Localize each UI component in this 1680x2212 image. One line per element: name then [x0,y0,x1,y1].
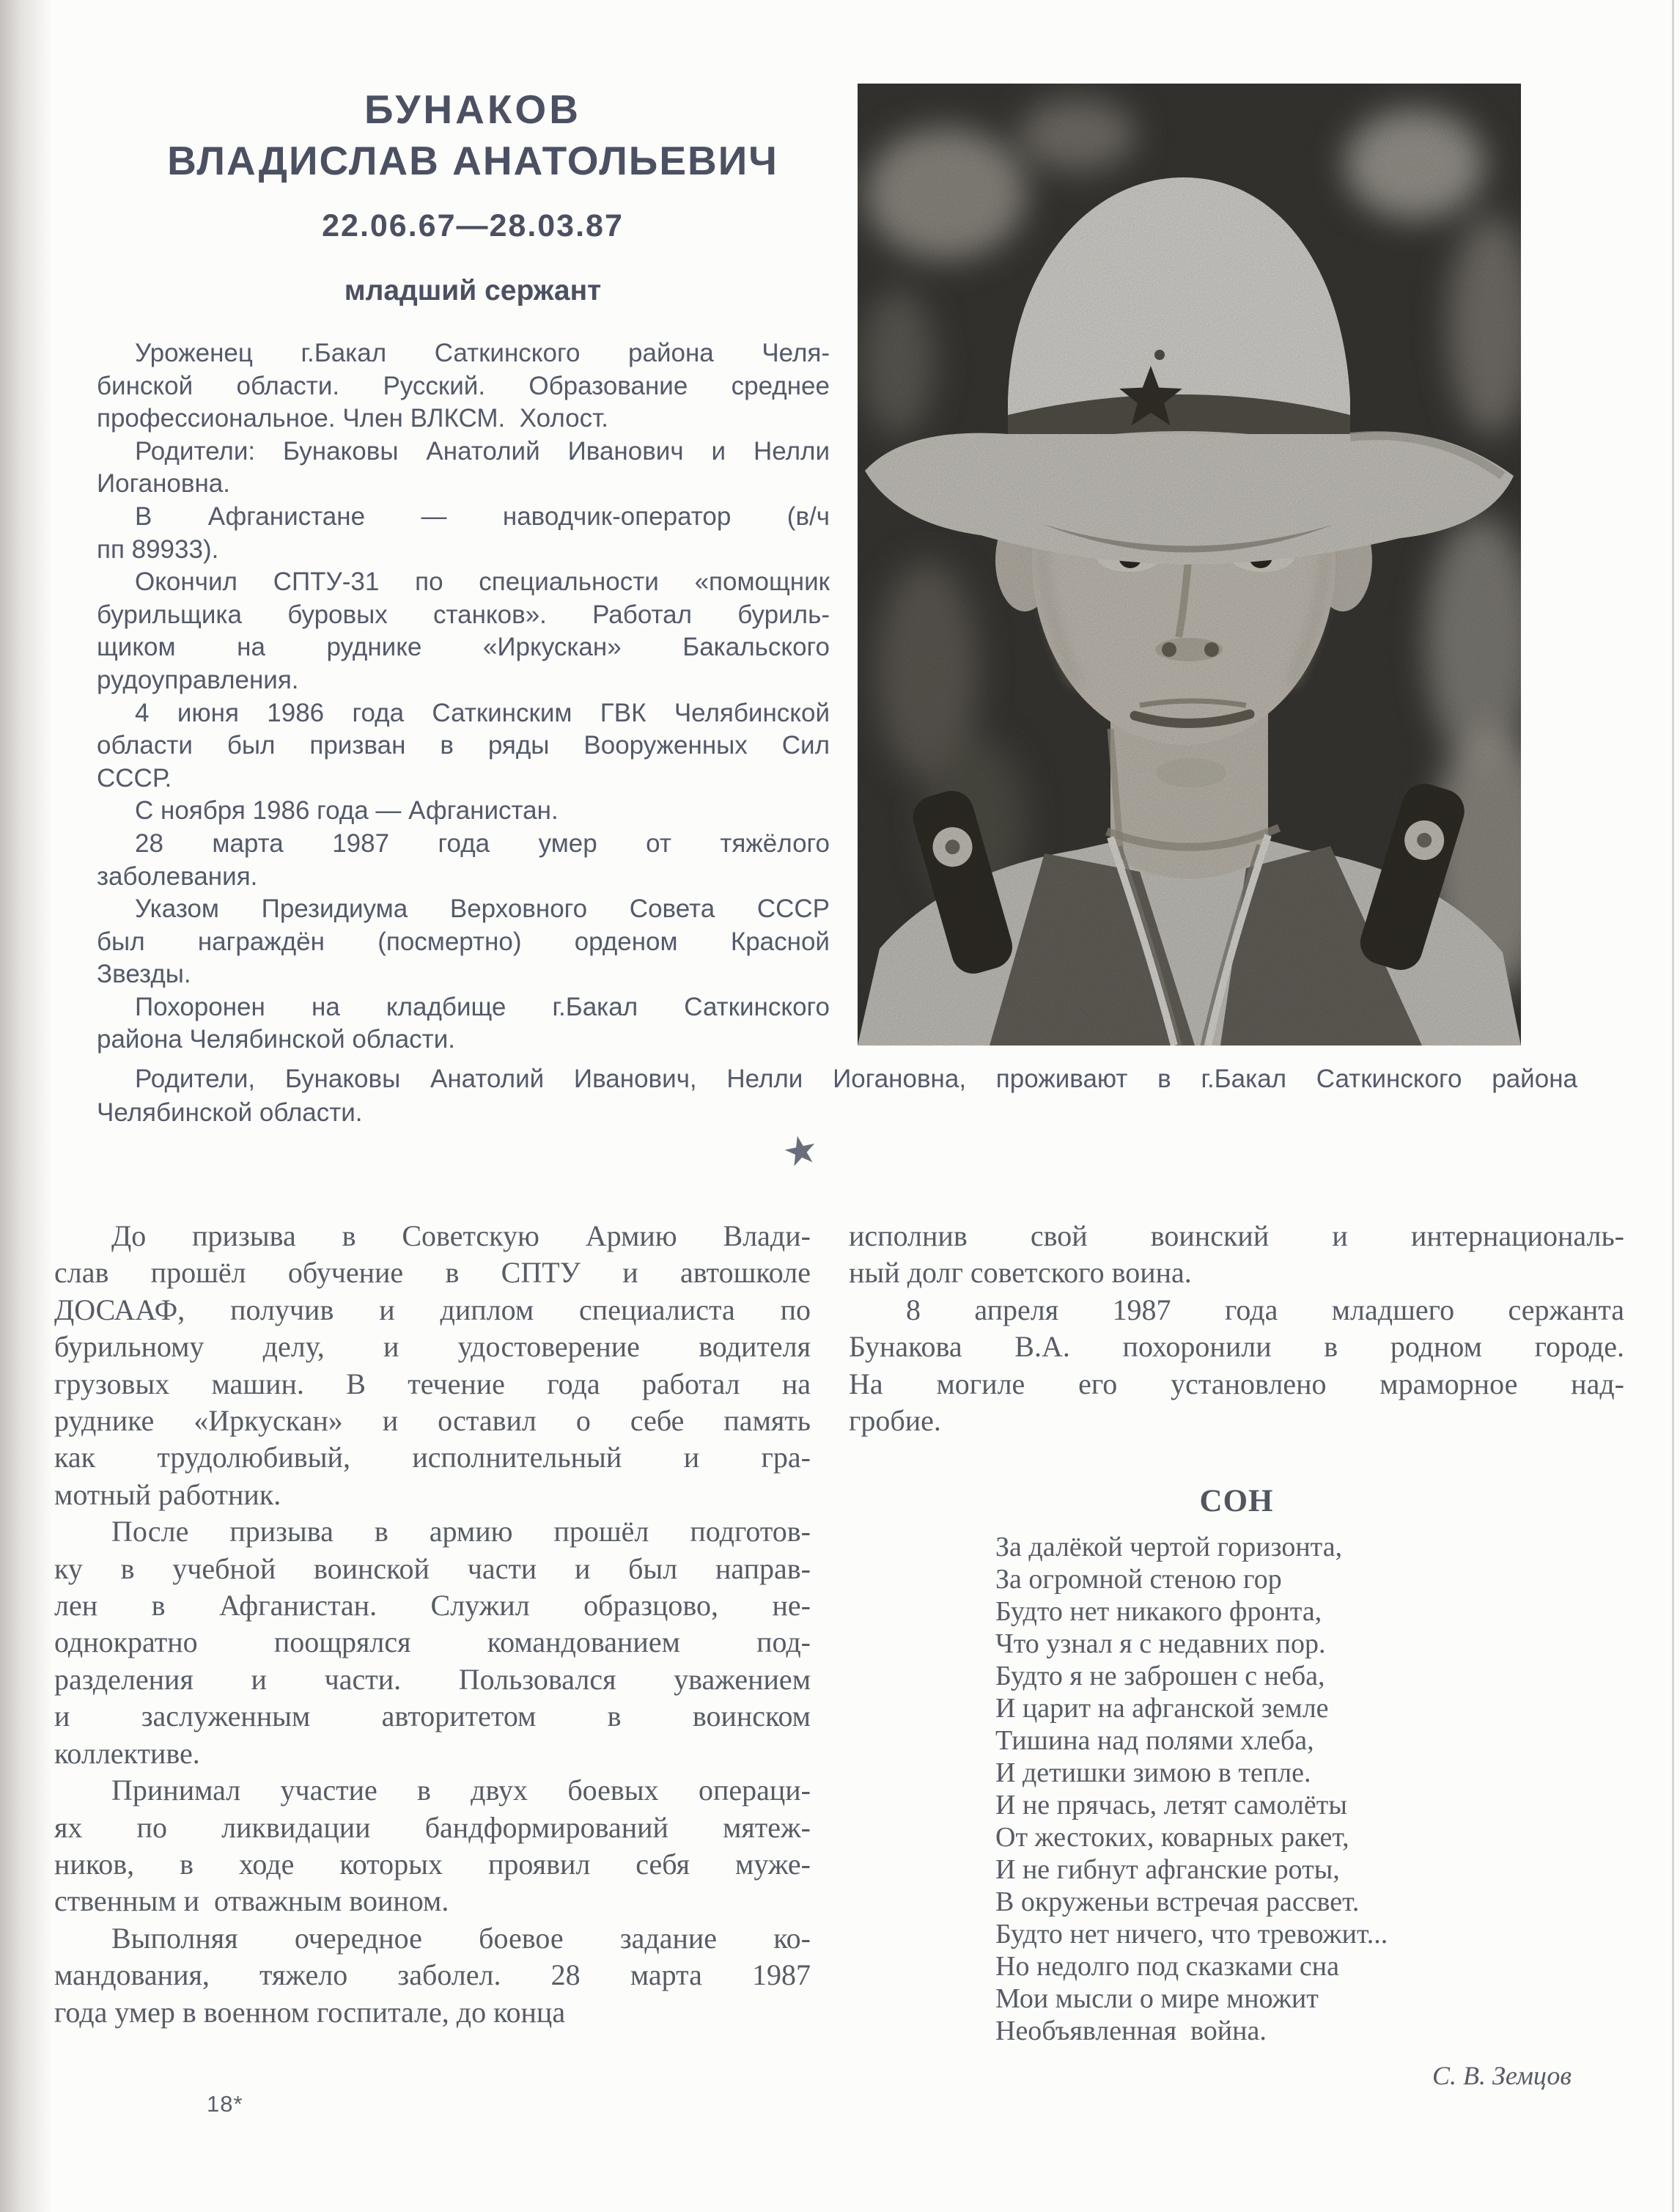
poem-line: Тишина над полями хлеба, [995,1724,1314,1756]
military-rank: младший сержант [344,275,602,306]
text-line: Звезды. [97,960,191,989]
text-line: ях по ликвидации бандформирований мятеж- [54,1810,811,1844]
poem-line: И детишки зимою в тепле. [995,1757,1311,1788]
surname-title: БУНАКОВ [364,87,581,132]
poem-author: С. В. Земцов [1432,2060,1572,2090]
text-line: С ноября 1986 года — Афганистан. [135,796,559,826]
star-divider-icon: ★ [778,1125,823,1177]
text-line: Родители, Бунаковы Анатолий Иванович, Нелли Иогановна, проживают в г.Бакал Саткинского района [135,1065,1577,1093]
text-line: был награждён (посмертно) орденом Красной [97,927,830,956]
text-line: лен в Афганистан. Служил образцово, не- [54,1589,811,1623]
text-line: слав прошёл обучение в СПТУ и автошколе [54,1256,811,1290]
biography-fullwidth [97,1062,1577,1130]
biography-column [97,337,830,1057]
poem-line: За далёкой чертой горизонта, [995,1531,1343,1562]
text-line: ный долг советского воина. [849,1256,1192,1290]
text-line: бурильному делу, и удостоверение водителя [54,1330,811,1364]
text-line: ДОСААФ, получив и диплом специалиста по [54,1293,811,1326]
text-line: заболевания. [97,861,258,891]
text-line: ственным и отважным воином. [54,1884,449,1918]
poem [849,1531,1624,2047]
poem-line: За огромной стеною гор [995,1563,1282,1595]
text-line: СССР. [97,763,172,793]
text-line: щиком на руднике «Иркускан» Бакальского [97,633,830,662]
text-line: Челябинской области. [97,1098,363,1127]
text-line: Похоронен на кладбище г.Бакал Саткинского [135,992,830,1021]
text-line: ку в учебной воинской части и был направ- [54,1551,811,1585]
text-line: ников, в ходе которых проявил себя муже- [54,1847,811,1881]
text-line: руднике «Иркускан» и оставил о себе память [54,1404,811,1438]
text-line: гробие. [849,1404,941,1438]
article-left-column [54,1218,811,2031]
text-line: 28 марта 1987 года умер от тяжёлого [135,828,830,858]
poem-line: Будто нет никакого фронта, [995,1595,1322,1627]
text-line: В Афганистане — наводчик-оператор (в/ч [135,501,830,531]
poem-line: Будто я не заброшен с неба, [995,1660,1325,1691]
text-line: 8 апреля 1987 года младшего сержанта [906,1293,1624,1326]
text-line: Выполняя очередное боевое задание ко- [111,1921,811,1955]
memorial-header [110,85,836,307]
text-line: грузовых машин. В течение года работал на [54,1367,811,1400]
text-line: и заслуженным авторитетом в воинском [54,1700,811,1733]
poem-line: В окруженьи встречая рассвет. [995,1886,1360,1917]
poem-line: Необъявленная война. [995,2015,1267,2046]
poem-line: Будто нет ничего, что тревожит... [995,1918,1388,1950]
name-patronymic-title: ВЛАДИСЛАВ АНАТОЛЬЕВИЧ [167,138,778,183]
text-line: Окончил СПТУ-31 по специальности «помощник [135,567,830,597]
text-line: исполнив свой воинский и интернациональ- [849,1219,1624,1252]
footnote-mark: 18* [207,2091,243,2117]
text-line: мотный работник. [54,1477,281,1511]
text-line: как трудолюбивый, исполнительный и гра- [54,1441,811,1474]
text-line: бинской области. Русский. Образование среднее [97,371,830,400]
poem-line: От жестоких, коварных ракет, [995,1821,1349,1853]
poem-line: Мои мысли о мире множит [995,1983,1319,2014]
text-line: Указом Президиума Верховного Совета СССР [135,894,830,924]
soldier-portrait-photo [858,84,1521,1046]
text-line: района Челябинской области. [97,1025,455,1054]
text-line: мандования, тяжело заболел. 28 марта 1987 [54,1958,811,1992]
text-line: разделения и части. Пользовался уважением [54,1662,811,1696]
text-line: года умер в военном госпитале, до конца [54,1995,566,2029]
text-line: рудоуправления. [97,665,299,694]
text-line: 4 июня 1986 года Саткинским ГВК Челябинской [135,698,830,727]
poem-line: Но недолго под сказками сна [995,1950,1339,1982]
scan-gutter-shadow [0,0,53,2212]
article-right-paragraphs [849,1218,1624,1439]
text-line: профессиональное. Член ВЛКСМ. Холост. [97,404,609,433]
poem-line: И не прячась, летят самолёты [995,1789,1347,1820]
poem-line: И не гибнут афганские роты, [995,1853,1340,1885]
text-line: бурильщика буровых станков». Работал буриль- [97,600,830,629]
article-right-column [849,1218,1624,2094]
text-line: Иогановна. [97,469,230,499]
text-line: После призыва в армию прошёл подготов- [111,1515,811,1548]
text-line: Принимал участие в двух боевых операци- [111,1774,811,1807]
life-dates: 22.06.67—28.03.87 [322,208,624,243]
text-line: однократно поощрялся командованием под- [54,1625,811,1659]
text-line: Бунакова В.А. похоронили в родном городе. [849,1330,1624,1364]
text-line: На могиле его установлено мраморное над- [849,1367,1624,1400]
text-line: области был призван в ряды Вооруженных Сил [97,731,830,760]
text-line: Уроженец г.Бакал Саткинского района Челя- [135,339,830,367]
text-line: До призыва в Советскую Армию Влади- [111,1219,811,1252]
scan-edge-line [1672,0,1674,2212]
photo-grain [858,84,1521,1046]
poem-title: СОН [1199,1484,1274,1519]
soldier-portrait-illustration [858,84,1521,1046]
poem-line: И царит на афганской земле [995,1692,1329,1724]
text-line: пп 89933). [97,534,219,564]
poem-line: Что узнал я с недавних пор. [995,1628,1326,1659]
text-line: Родители: Бунаковы Анатолий Иванович и Нелли [135,436,830,466]
text-line: коллективе. [54,1736,200,1770]
